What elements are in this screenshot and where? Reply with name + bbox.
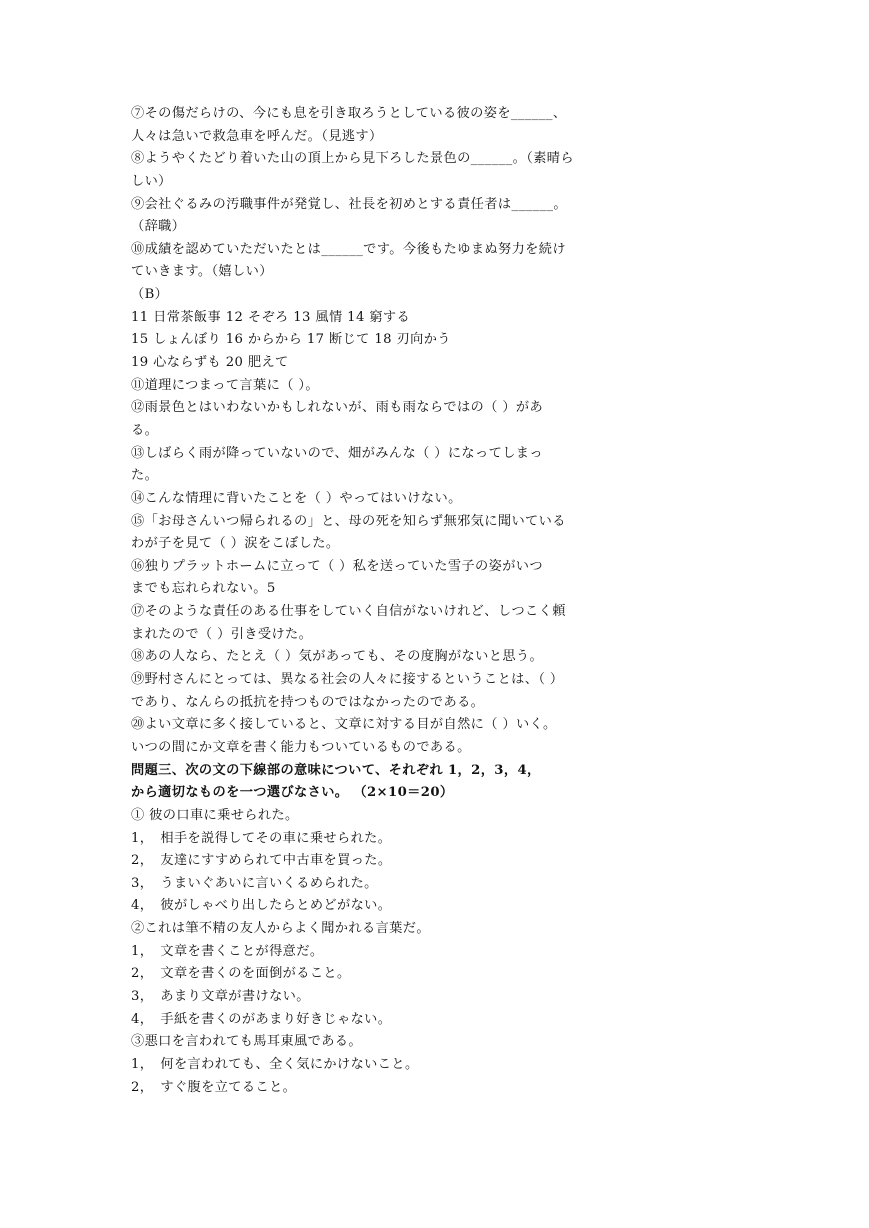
section-heading-line: 問題三、次の文の下線部の意味について、それぞれ 1，2，3，4， (131, 762, 541, 778)
text-line: 3， あまり文章が書けない。 (131, 988, 310, 1004)
text-line: ⑧ようやくたどり着いた山の頂上から見下ろした景色の______。（素晴ら (131, 151, 574, 167)
text-line: ⑮「お母さんいつ帰られるの」と、母の死を知らず無邪気に聞いている (131, 513, 566, 529)
text-line: ⑨会社ぐるみの汚職事件が発覚し、社長を初めとする責任者は______。 (131, 196, 567, 212)
text-line: 4， 手紙を書くのがあまり好きじゃない。 (131, 1011, 392, 1027)
text-line: 1， 何を言われても、全く気にかけないこと。 (131, 1056, 419, 1072)
text-line: 4， 彼がしゃべり出したらとめどがない。 (131, 898, 392, 914)
text-line: わが子を見て（ ）涙をこぼした。 (131, 536, 340, 552)
text-line: （B） (131, 287, 169, 303)
text-line: しい） (131, 173, 172, 189)
text-line: ⑳よい文章に多く接していると、文章に対する目が自然に（ ）いく。 (131, 717, 557, 733)
text-line: 2， 友達にすすめられて中古車を買った。 (131, 853, 392, 869)
text-line: ⑩成績を認めていただいたとは______です。今後もたゆまぬ努力を続け (131, 241, 566, 257)
text-line: いつの間にか文章を書く能力もついているものである。 (131, 739, 471, 755)
text-line: 19 心ならずも 20 肥えて (131, 355, 289, 371)
text-line: 2， すぐ腹を立てること。 (131, 1079, 297, 1095)
text-line: ⑪道理につまって言葉に（ ）。 (131, 377, 319, 393)
text-line: 3， うまいぐあいに言いくるめられた。 (131, 875, 378, 891)
document-page (131, 103, 651, 1099)
text-line: 2， 文章を書くのを面倒がること。 (131, 966, 351, 982)
text-line: 人々は急いで救急車を呼んだ。（見逃す） (131, 128, 383, 144)
text-line: まれたので（ ）引き受けた。 (131, 626, 313, 642)
text-line: ⑰そのような責任のある仕事をしていく自信がないけれど、しつこく頼 (131, 604, 566, 620)
text-line: ⑦その傷だらけの、今にも息を引き取ろうとしている彼の姿を______、 (131, 106, 567, 121)
text-line: 15 しょんぼり 16 からから 17 断じて 18 刃向かう (131, 332, 451, 348)
text-line: ① 彼の口車に乗せられた。 (131, 807, 299, 823)
text-line: た。 (131, 468, 159, 484)
text-line: ⑫雨景色とはいわないかもしれないが、雨も雨ならではの（ ）があ (131, 400, 544, 416)
text-line: ていきます。（嬉しい） (131, 264, 273, 280)
text-line: ⑱あの人なら、たとえ（ ）気があっても、その度胸がないと思う。 (131, 649, 544, 665)
text-line: ⑬しばらく雨が降っていないので、畑がみんな（ ）になってしまっ (131, 445, 543, 461)
text-line: ⑯独りプラットホームに立って（ ）私を送っていた雪子の姿がいつ (131, 558, 543, 574)
text-line: 1， 文章を書くことが得意だ。 (131, 943, 324, 959)
text-line: ②これは筆不精の友人からよく聞かれる言葉だ。 (131, 921, 430, 937)
text-line: ③悪口を言われても馬耳東風である。 (131, 1034, 362, 1050)
text-line: までも忘れられない。5 (131, 581, 276, 597)
text-line: 11 日常茶飯事 12 そぞろ 13 風情 14 窮する (131, 309, 411, 325)
text-line: であり、なんらの抵抗を持つものではなかったのである。 (131, 694, 485, 710)
text-line: （辞職） (131, 219, 186, 235)
text-line: ⑲野村さんにとっては、異なる社会の人々に接するということは、（ ） (131, 672, 564, 688)
text-line: る。 (131, 422, 159, 438)
text-line: ⑭こんな情理に背いたことを（ ）やってはいけない。 (131, 490, 462, 506)
text-line: 1， 相手を説得してその車に乗せられた。 (131, 830, 392, 846)
section-heading-line: から適切なものを一つ選びなさい。 （2×10＝20） (131, 785, 454, 801)
